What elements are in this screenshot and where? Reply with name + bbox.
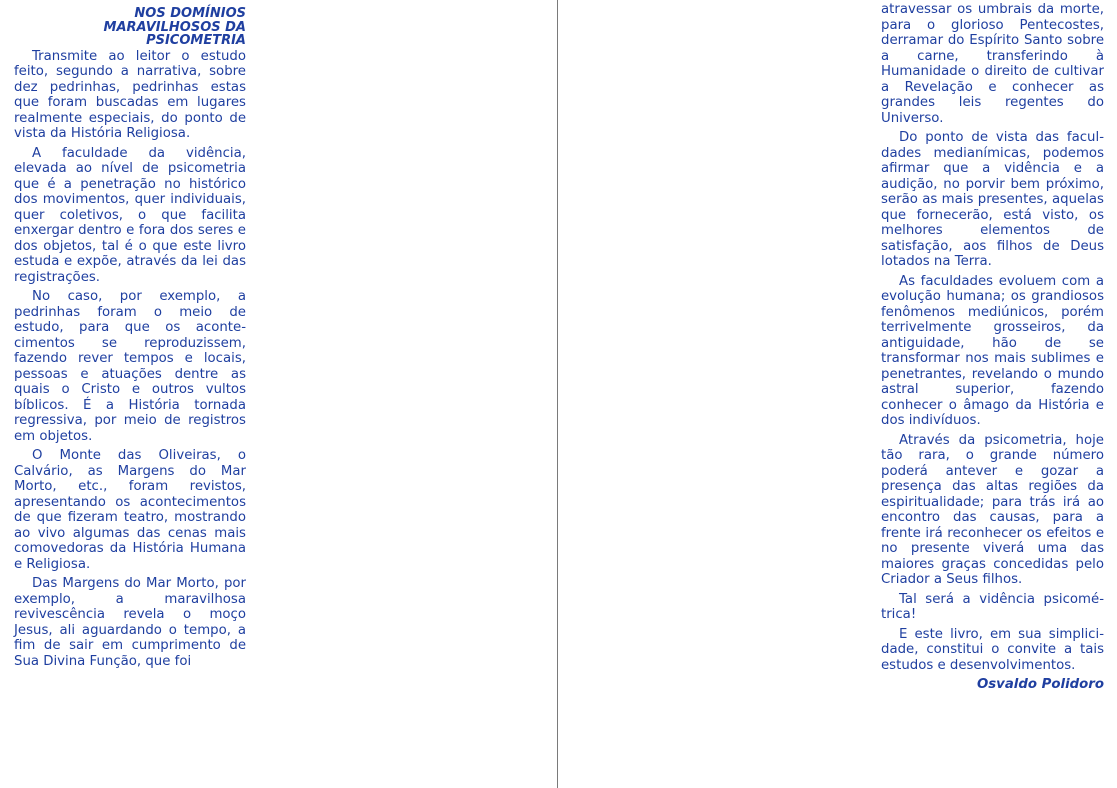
page-divider [557,0,558,788]
paragraph: E este livro, em sua simplicidade, constitui o convite a tais estudos e desenvolvimentos. [881,626,1104,673]
title-line: PSICOMETRIA [146,33,246,48]
paragraph: Tal será a vidência psicométrica! [881,591,1104,622]
paragraph: Das Margens do Mar Morto, por exemplo, a maravilhosa revivescência revela o moço Jesus, ali aguardando o tempo, a fim de sair em cumprimento de Sua Divina Função, que foi [14,576,246,669]
paragraph: O Monte das Oliveiras, o Calvário, as Margens do Mar Morto, etc., foram revistos, apresentando os acontecimentos de que fizeram teatro, mostrando ao vivo algumas das cenas mais comovedoras da História Humana e Religiosa. [14,448,246,572]
paragraph-continuation: atravessar os umbrais da morte, para o glorioso Pentecostes, derramar do Espírito Santo sobre a carne, transferindo à Humanidade o direito de cultivar a Revelação e conhecer as grandes leis regentes do Universo. [881,2,1104,126]
paragraph: Transmite ao leitor o estudo feito, segundo a narrativa, sobre dez pedrinhas, pedrinhas estas que foram buscadas em lugares realmente especiais, do ponto de vista da História Religiosa. [14,48,246,141]
title-line: MARAVILHOSOS DA [103,19,246,35]
paragraph: No caso, por exemplo, a pedrinhas foram o meio de estudo, para que os acontecimentos se reproduzissem, fazendo rever tempos e locais, pessoas e atuações dentre as quais o Cristo e outros vultos bíblicos. É a História tornada regressiva, por meio de registros em objetos. [14,289,246,444]
author-signature: Osvaldo Polidoro [976,677,1104,692]
paragraph: Através da psicometria, hoje tão rara, o grande número poderá antever e gozar a presença das altas regiões da espiritualidade; para trás irá ao encontro das causas, para a frente irá reconhecer os efeitos e no presente viverá uma das maiores graças concedidas pelo Criador a Seus filhos. [881,432,1104,587]
section-title [14,7,246,48]
title-line: NOS DOMÍNIOS [134,6,246,21]
right-column [881,2,1104,693]
paragraph: Do ponto de vista das faculdades medianímicas, podemos afirmar que a vidência e a audição, no porvir bem próximo, serão as mais presentes, aquelas que fornecerão, está visto, os melhores elementos de satisfação, aos filhos de Deus lotados na Terra. [881,130,1104,269]
paragraph: As faculdades evoluem com a evolução humana; os grandiosos fenômenos mediúnicos, porém terrivelmente grosseiros, da antiguidade, hão de se transformar nos mais sublimes e penetrantes, revelando o mundo astral superior, fazendo conhecer o âmago da História e dos indivíduos. [881,273,1104,428]
left-column [14,2,246,673]
paragraph: A faculdade da vidência, elevada ao nível de psicometria que é a penetração no histórico dos movimentos, quer individuais, quer coletivos, o que facilita enxergar dentro e fora dos seres e dos objetos, tal é o que este livro estuda e expõe, através da lei das registrações. [14,145,246,285]
